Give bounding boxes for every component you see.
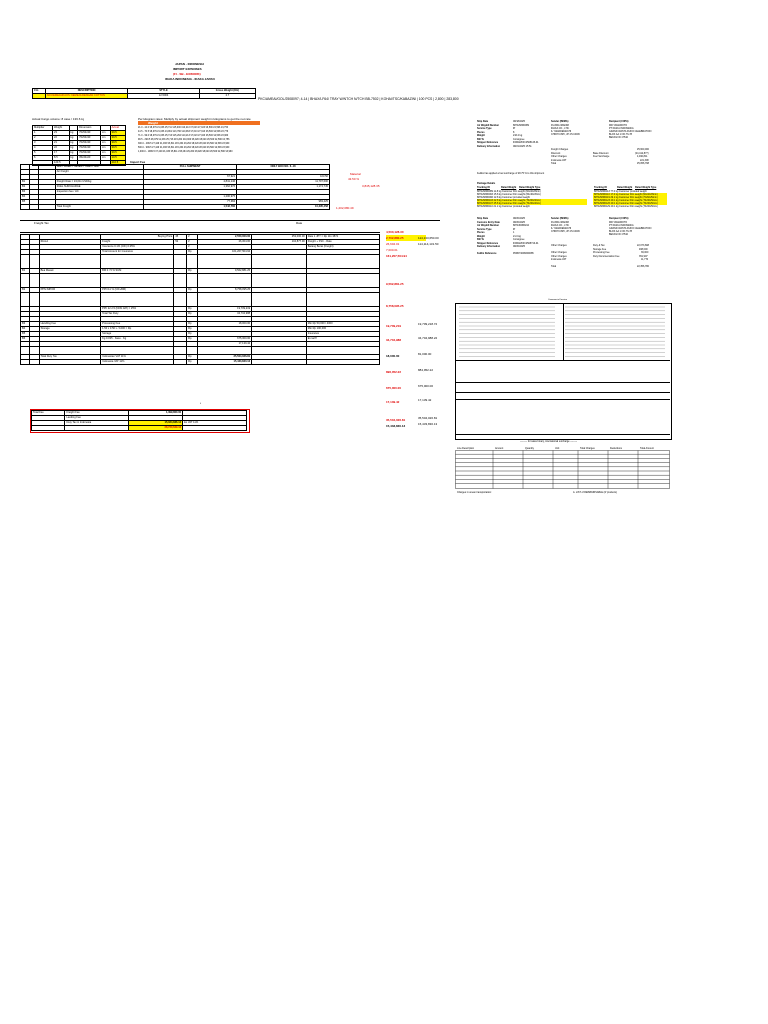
ship2-sender: FUJIMA IMAKIRI IDAKA CO., LTD. IL YAMADEMACHI CHIRIYUSHI, JP 472-0006 — [551, 220, 580, 233]
duty-row: IDALA Freight 52 ¥ 26,304.00 104,877.00 Freight + FSC - Rate — [21, 240, 380, 245]
duty-row: B2 PPN IMPOR PPN 11 % (CIF+BM) Rp 8,758,095.25 — [21, 288, 380, 293]
duty-black-value: 15,433,830.13 — [418, 422, 438, 426]
import-fee-row: Air Freight — [21, 170, 330, 175]
duty-red-value: 35,504,026.81 — [386, 418, 406, 422]
ship1-date: 08/18/2025 — [513, 120, 525, 123]
summary-table — [31, 410, 247, 431]
duty-row: Total Amount for Insurance Rp 161,207,504.94 — [21, 250, 380, 255]
ship2-recipient: MR.YAMAMOTO PT IDAKA INDONESIA GRAND WASTA RUKO CELEBRATION BLOK AA 1 NO.76-78 BEKASI ID 17510 — [609, 220, 652, 236]
duty-freight-label: Freight Tax — [34, 221, 49, 225]
cargo-row: 2 22 kg 70x50x30 cm 39.5 — [33, 136, 126, 141]
duty-red-value: 15,433,830.13 — [386, 424, 406, 428]
package-title: Package Details — [477, 182, 496, 185]
summary-row: Total Fee Freight Fee 1,399,800.00 — [32, 411, 247, 416]
cargo-row: 5 17 kg 70x50x30 cm 39.5 — [33, 151, 126, 156]
duty-red-value: 9,562,881.25 — [386, 282, 404, 286]
rate-row: 500.0 - 999.5 ¥7,449 ¥1,036 ¥5,811 ¥15,264 ¥9,264 ¥8,020 ¥8,020 ¥6,500 ¥2,596 ¥3,960 — [138, 147, 230, 149]
cargo-row: 4 22 kg 70x50x30 cm 39.5 — [33, 146, 126, 151]
rate-note: Per kilogram rates: Multiply by actual shipment weight in kilograms to get the net rate — [138, 117, 251, 121]
summary-row: 28,730,629.16 — [32, 426, 247, 431]
duty-black-value: 81,000.00 — [418, 352, 432, 356]
pkg-row: 887429380129 29.1 kg Customer Dim weight (70x60x50cm) — [594, 205, 658, 208]
duty-row: B4 Storage 1.50 x 0.50 x / 1000 = Rp Rp Min Rp 100,000 — [21, 327, 380, 332]
pkg-row: 887429380103 22.8 kg Customer Dim weight (70x60x30cm) — [477, 199, 541, 202]
cargo-h-actual: Actual — [110, 126, 125, 131]
duty-top-rule — [20, 220, 440, 221]
import-fee-red-1: 3,845,128.35 — [362, 184, 380, 188]
pkg-row: 887429380116 17.0 kg Customer Dim weight (60x40x35cm) — [594, 193, 658, 196]
pkg-row: 887429380089 11.8 kg Customer Dim weight (60x40x35cm) — [477, 190, 541, 193]
duty-row: B1 Bea Masuk BM 0 / 5 % SUM Rp 9,562,881.25 — [21, 269, 380, 274]
summary-row: Landing Fee — [32, 416, 247, 421]
item-weight: 2.7 — [199, 94, 255, 99]
header-line2: IMPORT EXPENSES — [173, 67, 202, 71]
duty-red-value: 18,000.00 — [386, 354, 400, 358]
duty-red-value: 7,000.01 — [386, 248, 398, 252]
pkg-row: 887429380123 29.1 kg Customer Dim weight (70x60x50cm) — [594, 199, 658, 202]
col-ctn: Ctn — [33, 89, 46, 94]
header-line4: IDAKA INDONESIA - IDAKA JAPAN — [165, 77, 215, 81]
rate-table — [138, 126, 262, 154]
pkg-row: 887429380096 12.8 kg Customer provided weight — [477, 196, 530, 199]
pkg-row: 887429380093 15.8 kg Customer Dim weight (60x40x45cm) — [477, 193, 541, 196]
duty-red-value: 8,758,095.25 — [386, 304, 404, 308]
import-fee-row: B3 Inspection fee / HC — [21, 190, 330, 195]
cargo-h-dimension: Dimension — [78, 126, 101, 131]
import-fee-row: 67,921 103.50 — [21, 175, 330, 180]
invoice-footer: --------- for sales binary, international surcharge --------- — [520, 440, 578, 443]
ship1-total: ¥5,056,798 — [637, 162, 649, 165]
ship1-recipient: MR.YAMAMOTO PT IDAKA INDONESIA GRAND WASTA RUKO CELEBRATION BLOK AA 1 NO.76-78 BEKASI ID 17510 — [609, 123, 652, 139]
duty-black-value: 884,952.22 — [418, 368, 434, 372]
items-table-frame — [456, 451, 670, 489]
invoice-title: Commercial Invoice — [548, 299, 568, 301]
duty-right-black-column — [418, 235, 448, 427]
import-fee-table — [20, 164, 330, 210]
duty-black-value: 35,504,026.81 — [418, 416, 438, 420]
duty-row: PPh 22 2.5 (NON API) = 25% Rp 19,709,219 — [21, 307, 380, 312]
rate-row: 71.0 - 99.0 ¥8,079 ¥1,036 ¥5,716 ¥15,264 ¥10,213 ¥7,023 ¥7,023 ¥6,500 ¥2,596 ¥3,960 — [138, 135, 229, 137]
fedex-invoice-2: Ship Date 08/20/2025 Customs Entry Date 08/20/2025 Air Waybill Number 887430086244 Service Type IP Pieces 1 Weight 21.0 kg Bill To Consignee Shipper Reference IN/MAMOK/2508716-01 Delivery Information 08/20/2025 FedEx Reference PD8074096690085 Sender (IM/MA) FUJIMA IMAKIRI IDAKA CO., LTD. IL YAMADEMACHI CHIRIYUSHI, JP 472-0006 Recipient (CXPA) MR.YAMAMOTO PT IDAKA INDONESIA GRAND WASTA RUKO CELEBRATION BLOK AA 1 NO.76-78 BEKASI ID 17510 Other Charges Duty & Tax 22,073,698 Storage Fee 468,000 Other Charges Processing Fee 36,000 Other Charges Duty Documentation Fee 351,907 Indonesia VAT 11,770 Total 22,356,780 — [477, 217, 652, 268]
col-gross-weight: Gross Weight (KG) — [199, 89, 255, 94]
duty-red-value: 4,500,128.30 — [386, 230, 404, 234]
import-fee-row: B5 77,384 983,425 — [22, 200, 328, 204]
pkg-row: 887429380110 21.1 kg Customer provided weight — [477, 205, 530, 208]
invoice-items-table — [455, 450, 671, 490]
cargo-note: Actual Cargo volume: 8 case / 136.6 kg — [32, 117, 85, 121]
duty-vat-row: Indonesia VAT 11% Rp 15,433,830.13 — [21, 360, 380, 365]
rate-row: 44.5 - 70.5 ¥8,079 ¥1,036 ¥4,961 ¥13,760 ¥10,963 ¥7,613 ¥7,613 ¥6,500 ¥2,596 ¥3,776 — [138, 131, 229, 133]
pkg-row: 887429380119 29.1 kg Customer Dim weight (70x60x50cm) — [594, 196, 658, 199]
duty-red-value: 19,709,219 — [386, 324, 402, 328]
duty-row: Insurance 0.1% (CIF) 0.35% ¥ Barang Berat (Freight) — [21, 245, 380, 250]
duty-black-value: 17,139.42 — [418, 398, 432, 402]
rate-row: 300.0 - 499.5 ¥7,449 ¥1,036 ¥5,811 ¥15,264 ¥9,264 ¥8,020 ¥8,020 ¥6,500 ¥2,596 ¥3,960 — [138, 143, 230, 145]
rate-row: 1,000.0 - 1999.5 ¥7,449 ¥1,036 ¥5,811 ¥15,264 ¥9,264 ¥8,020 ¥8,020 ¥6,500 ¥2,596 ¥3,960 — [138, 151, 233, 153]
cargo-table — [32, 125, 126, 166]
pkg-row: 887429380126 29.1 kg Customer Dim weight (70x60x50cm) — [594, 202, 658, 205]
ship2-awb: 887430086244 — [513, 224, 529, 227]
duty-black-value: 114,114,131.50 — [418, 242, 439, 246]
rate-row: 99.5 - 299.5 ¥8,079 ¥1,036 ¥5,716 ¥15,264 ¥10,900 ¥8,020 ¥8,020 ¥6,500 ¥2,596 ¥4,756 — [138, 139, 230, 141]
rate-row: 21.0 - 44.0 ¥8,079 ¥1,036 ¥5,711 ¥15,000 ¥10,213 ¥7,023 ¥7,023 ¥6,500 ¥2,596 ¥4,756 — [138, 127, 229, 129]
import-fee-total-row: Total Freight 1,542,780 10,395,458 — [21, 205, 330, 210]
item-tail-text: PKC/AMEAI/GOL/2508097; 4-14 | BHAX/LF64/ TRAY W/NTCH N/TCH BB-7502 | KOHAI/TSC/KABAZINI | 100 PCS | 2,800 | 283,800 — [258, 97, 459, 101]
cargo-h-multiplier: Multiplier — [33, 126, 53, 131]
duty-red-value: 161,207,504.94 — [386, 254, 407, 258]
invoice-bottom-note: Charges in ocean transportation: — [457, 491, 492, 494]
import-fee-title: Import Fee — [130, 160, 146, 164]
pkg-row: 887429380107 25.8 kg Customer Dim weight (70x60x40cm) — [477, 202, 541, 205]
material-percent: 43.50 % — [348, 177, 360, 181]
col-only-box: ONLY BOX NO. 6~18 — [237, 165, 330, 170]
duty-red-value: 675,000.00 — [386, 386, 402, 390]
import-fee-row: B2 FUEL SURCHARGE 1,362,976 1,174,745 — [22, 185, 328, 189]
header-line1: JAPAN - INDONESIA — [175, 62, 205, 66]
import-fee-row: B1 Freight Rate = ¥4,011 USD/kg 4,841,146 11,797,600 — [22, 180, 328, 184]
material-label: Material — [350, 172, 361, 176]
cargo-total-row: 123.5 216.5 — [33, 161, 126, 166]
duty-red-value: 2,702,880.25 — [386, 235, 426, 241]
cargo-row: 6 8.5 kg 35x30x20 cm 10.5 — [33, 156, 126, 161]
surcharge-note: FedEx has applied a fuel surcharge of 28.75 % to this shipment — [477, 172, 545, 175]
duty-black-value: 114,133,650.00 — [418, 236, 439, 240]
header-line3: (FI - SB - EXWORK) — [173, 72, 201, 76]
duty-row: B3 Handling Fee Processing Fee Rp 18,000.00 Min Rp 50,000 / 4000 — [21, 322, 380, 327]
invoice-bottom-right: A. LIST of REIMBURSABLE (if/ products) — [573, 491, 617, 494]
invoice-form-lines — [455, 303, 671, 439]
ship2-total: 22,356,780 — [637, 265, 649, 268]
item-description: NO.KEMEJA/KAOS: KEMEJA DENGAN COTTON — [45, 94, 127, 99]
duty-total-row: Total Duty Tax Indonesian VAT 11% Rp 35,504,026.81 — [21, 355, 380, 360]
col-description: DESCRIPTION — [45, 89, 127, 94]
duty-row: Total Tax Duty Rp 34,704,988 — [21, 312, 380, 317]
import-fee-red-2: 1,202,080.49 — [336, 206, 354, 210]
duty-row: B5 Storage Rp Insurance — [21, 332, 380, 337]
duty-red-value: 17,139.42 — [386, 400, 400, 404]
item-cell — [33, 94, 46, 99]
item-style: 12-5004 — [128, 94, 199, 99]
import-fee-sub: DHL / FedEx / Yamato / Yusen / Sea — [55, 165, 143, 170]
summary-row: Duty Tax in Indonesia 15,034,836.13 Ex VAT 11% — [32, 421, 247, 426]
duty-black-value: 19,709,218.72 — [418, 322, 438, 326]
cargo-row: 3 21 kg 70x50x30 cm 39.5 — [33, 141, 126, 146]
duty-row: 17,139.42 — [21, 342, 380, 347]
rate-weight-label: Weight — [148, 121, 158, 125]
pkg-row: 887429380113 77.0 kg Customer provided weight — [594, 190, 647, 193]
col-style: STYLE — [128, 89, 199, 94]
duty-red-value: 896,052.22 — [386, 370, 402, 374]
duty-black-value: 675,000.00 — [418, 384, 434, 388]
duty-rate-label: Rate — [296, 221, 303, 225]
ship1-awb: 887429380089 — [513, 123, 529, 127]
item-table — [32, 88, 256, 99]
cargo-row: 1 23 kg 70x50x30 cm 39.5 — [33, 131, 126, 136]
ship1-sender: FUJIMA IMAKIRI IDAKA CO., LTD. IL YAMADEMACHI CHIRIYUSHI, JP 472-0006 — [551, 123, 580, 136]
dot-marker: • — [200, 401, 202, 405]
duty-red-value: 26,604.01 — [386, 242, 400, 246]
duty-row: B6 Kg 0.035 · Kasu · Kg Rp 675,000.00 Ex tariff — [21, 337, 380, 342]
duty-row: Buying Price 45 ¥ 2,550,000.00 253,000.00 Rate 1 JPY = Rp 111.3871 — [21, 235, 380, 240]
duty-table — [20, 234, 380, 365]
cargo-h-weight: Weight — [53, 126, 70, 131]
duty-black-value: 34,704,988.22 — [418, 336, 438, 340]
duty-red-value: 34,704,988 — [386, 338, 402, 342]
duty-header-rule — [20, 232, 380, 233]
import-fee-row: B4 1,200,975 — [21, 195, 330, 200]
col-full-shipment: FULL SHIPMENT — [144, 165, 237, 170]
